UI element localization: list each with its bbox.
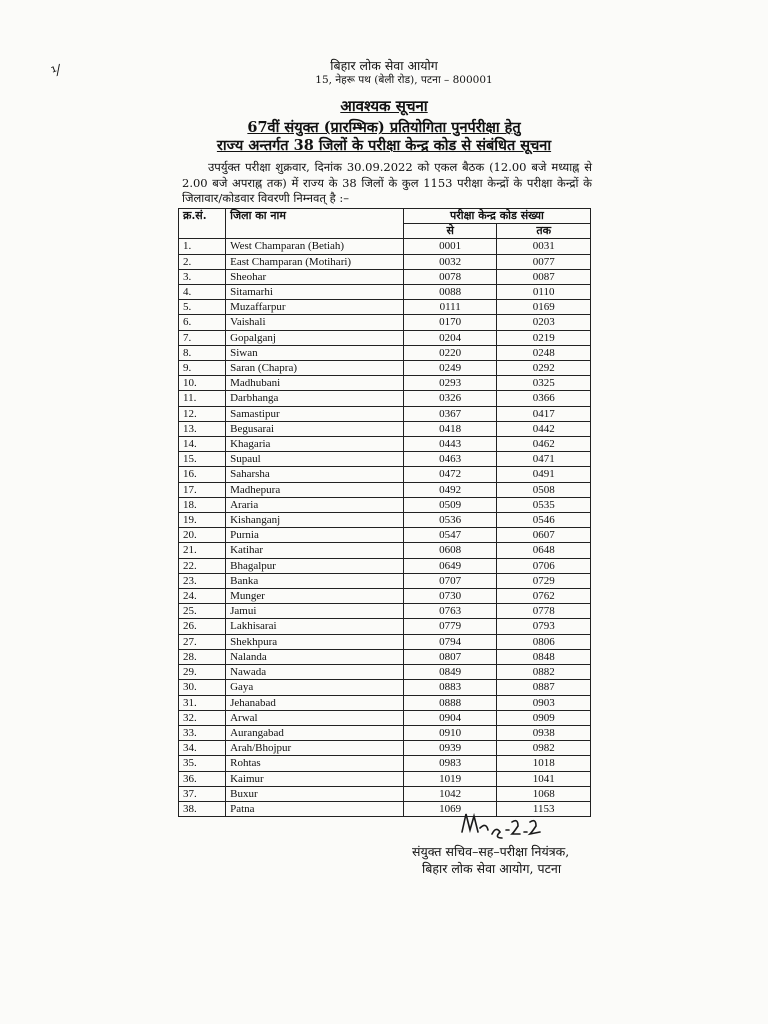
cell-serial-number: 26. bbox=[179, 619, 226, 634]
cell-district-name: Buxur bbox=[226, 786, 404, 801]
cell-code-to: 0806 bbox=[497, 634, 591, 649]
cell-district-name: Khagaria bbox=[226, 437, 404, 452]
table-row bbox=[179, 756, 591, 771]
cell-serial-number: 17. bbox=[179, 482, 226, 497]
signatory-designation: संयुक्त सचिव–सह–परीक्षा नियंत्रक, bbox=[412, 844, 570, 859]
cell-code-from: 0888 bbox=[403, 695, 497, 710]
cell-code-to: 0248 bbox=[497, 345, 591, 360]
table-row bbox=[179, 361, 591, 376]
cell-code-from: 0418 bbox=[403, 421, 497, 436]
cell-district-name: Patna bbox=[226, 801, 404, 816]
cell-code-from: 0220 bbox=[403, 345, 497, 360]
cell-code-to: 0848 bbox=[497, 649, 591, 664]
cell-code-to: 1153 bbox=[497, 801, 591, 816]
table-header-row bbox=[179, 209, 591, 224]
table-row bbox=[179, 786, 591, 801]
cell-code-to: 1041 bbox=[497, 771, 591, 786]
cell-code-from: 0608 bbox=[403, 543, 497, 558]
table-row bbox=[179, 269, 591, 284]
cell-code-from: 0649 bbox=[403, 558, 497, 573]
table-row bbox=[179, 239, 591, 254]
table-row bbox=[179, 391, 591, 406]
cell-district-name: Gaya bbox=[226, 680, 404, 695]
cell-serial-number: 11. bbox=[179, 391, 226, 406]
table-row bbox=[179, 589, 591, 604]
handwritten-signature bbox=[458, 808, 548, 844]
notice-paragraph: उपर्युक्त परीक्षा शुक्रवार, दिनांक 30.09.2022 को एकल बैठक (12.00 बजे मध्याह्न से 2.00 बजे अपराह्न तक) में राज्य के 38 जिलों के कुल 1153 परीक्षा केन्द्रों के परीक्षा केन्द्रों के जिलावार/कोडवार विवरणी निम्नवत् है :– bbox=[182, 160, 592, 205]
cell-code-to: 0938 bbox=[497, 725, 591, 740]
cell-serial-number: 6. bbox=[179, 315, 226, 330]
cell-code-from: 0204 bbox=[403, 330, 497, 345]
table-row bbox=[179, 695, 591, 710]
cell-serial-number: 20. bbox=[179, 528, 226, 543]
exam-center-code-table bbox=[178, 208, 591, 817]
cell-code-from: 0904 bbox=[403, 710, 497, 725]
table-row bbox=[179, 315, 591, 330]
cell-district-name: Sheohar bbox=[226, 269, 404, 284]
table-body bbox=[179, 239, 591, 817]
notice-title: आवश्यक सूचना bbox=[340, 97, 428, 115]
cell-serial-number: 22. bbox=[179, 558, 226, 573]
cell-serial-number: 13. bbox=[179, 421, 226, 436]
cell-district-name: Nalanda bbox=[226, 649, 404, 664]
cell-code-to: 0110 bbox=[497, 285, 591, 300]
cell-district-name: Vaishali bbox=[226, 315, 404, 330]
table-row bbox=[179, 497, 591, 512]
cell-district-name: Banka bbox=[226, 573, 404, 588]
cell-code-from: 0170 bbox=[403, 315, 497, 330]
cell-serial-number: 37. bbox=[179, 786, 226, 801]
cell-code-from: 0032 bbox=[403, 254, 497, 269]
cell-district-name: Lakhisarai bbox=[226, 619, 404, 634]
table-row bbox=[179, 619, 591, 634]
cell-code-to: 0087 bbox=[497, 269, 591, 284]
header-to: तक bbox=[497, 224, 591, 239]
cell-district-name: Shekhpura bbox=[226, 634, 404, 649]
cell-code-from: 0730 bbox=[403, 589, 497, 604]
cell-code-from: 1019 bbox=[403, 771, 497, 786]
cell-code-from: 1042 bbox=[403, 786, 497, 801]
cell-district-name: Kaimur bbox=[226, 771, 404, 786]
cell-serial-number: 5. bbox=[179, 300, 226, 315]
cell-code-to: 0417 bbox=[497, 406, 591, 421]
cell-code-from: 0547 bbox=[403, 528, 497, 543]
cell-serial-number: 30. bbox=[179, 680, 226, 695]
cell-district-name: Araria bbox=[226, 497, 404, 512]
table-row bbox=[179, 376, 591, 391]
cell-code-from: 1069 bbox=[403, 801, 497, 816]
table-row bbox=[179, 771, 591, 786]
cell-code-to: 0762 bbox=[497, 589, 591, 604]
cell-code-to: 0203 bbox=[497, 315, 591, 330]
cell-code-from: 0293 bbox=[403, 376, 497, 391]
cell-code-from: 0763 bbox=[403, 604, 497, 619]
cell-district-name: Purnia bbox=[226, 528, 404, 543]
cell-code-to: 0031 bbox=[497, 239, 591, 254]
table-row bbox=[179, 285, 591, 300]
cell-code-from: 0807 bbox=[403, 649, 497, 664]
cell-serial-number: 33. bbox=[179, 725, 226, 740]
cell-district-name: Sitamarhi bbox=[226, 285, 404, 300]
cell-code-to: 0778 bbox=[497, 604, 591, 619]
cell-serial-number: 10. bbox=[179, 376, 226, 391]
cell-serial-number: 24. bbox=[179, 589, 226, 604]
cell-district-name: Madhubani bbox=[226, 376, 404, 391]
cell-code-from: 0367 bbox=[403, 406, 497, 421]
table-row bbox=[179, 725, 591, 740]
cell-code-from: 0492 bbox=[403, 482, 497, 497]
cell-serial-number: 36. bbox=[179, 771, 226, 786]
table-row bbox=[179, 513, 591, 528]
cell-code-from: 0249 bbox=[403, 361, 497, 376]
cell-code-from: 0509 bbox=[403, 497, 497, 512]
cell-serial-number: 18. bbox=[179, 497, 226, 512]
cell-code-to: 0366 bbox=[497, 391, 591, 406]
table-row bbox=[179, 406, 591, 421]
cell-district-name: Samastipur bbox=[226, 406, 404, 421]
cell-district-name: West Champaran (Betiah) bbox=[226, 239, 404, 254]
cell-code-from: 0463 bbox=[403, 452, 497, 467]
cell-code-from: 0707 bbox=[403, 573, 497, 588]
table-row bbox=[179, 741, 591, 756]
cell-code-from: 0883 bbox=[403, 680, 497, 695]
cell-code-to: 0077 bbox=[497, 254, 591, 269]
cell-code-to: 0508 bbox=[497, 482, 591, 497]
cell-code-to: 0729 bbox=[497, 573, 591, 588]
table-row bbox=[179, 604, 591, 619]
cell-code-to: 0292 bbox=[497, 361, 591, 376]
cell-district-name: Jamui bbox=[226, 604, 404, 619]
cell-code-to: 0706 bbox=[497, 558, 591, 573]
cell-district-name: Katihar bbox=[226, 543, 404, 558]
cell-code-to: 0462 bbox=[497, 437, 591, 452]
table-row bbox=[179, 345, 591, 360]
cell-district-name: Siwan bbox=[226, 345, 404, 360]
cell-district-name: Nawada bbox=[226, 665, 404, 680]
cell-code-to: 0982 bbox=[497, 741, 591, 756]
cell-code-to: 0535 bbox=[497, 497, 591, 512]
cell-serial-number: 27. bbox=[179, 634, 226, 649]
cell-serial-number: 14. bbox=[179, 437, 226, 452]
cell-serial-number: 12. bbox=[179, 406, 226, 421]
table-row bbox=[179, 330, 591, 345]
organization-address: 15, नेहरू पथ (बेली रोड), पटना – 800001 bbox=[315, 74, 493, 86]
table-row bbox=[179, 665, 591, 680]
cell-district-name: Kishanganj bbox=[226, 513, 404, 528]
cell-code-from: 0536 bbox=[403, 513, 497, 528]
cell-serial-number: 1. bbox=[179, 239, 226, 254]
table-row bbox=[179, 680, 591, 695]
cell-district-name: Begusarai bbox=[226, 421, 404, 436]
cell-district-name: Bhagalpur bbox=[226, 558, 404, 573]
cell-district-name: Madhepura bbox=[226, 482, 404, 497]
cell-serial-number: 34. bbox=[179, 741, 226, 756]
cell-code-from: 0472 bbox=[403, 467, 497, 482]
cell-serial-number: 2. bbox=[179, 254, 226, 269]
cell-district-name: Gopalganj bbox=[226, 330, 404, 345]
cell-code-to: 0546 bbox=[497, 513, 591, 528]
cell-code-from: 0910 bbox=[403, 725, 497, 740]
cell-serial-number: 19. bbox=[179, 513, 226, 528]
handwritten-corner-mark: ⅟ bbox=[49, 63, 63, 81]
cell-serial-number: 8. bbox=[179, 345, 226, 360]
cell-code-from: 0939 bbox=[403, 741, 497, 756]
cell-code-to: 0219 bbox=[497, 330, 591, 345]
table-row bbox=[179, 573, 591, 588]
cell-district-name: Saran (Chapra) bbox=[226, 361, 404, 376]
table-row bbox=[179, 467, 591, 482]
cell-serial-number: 25. bbox=[179, 604, 226, 619]
table-row bbox=[179, 300, 591, 315]
cell-serial-number: 35. bbox=[179, 756, 226, 771]
cell-code-to: 0903 bbox=[497, 695, 591, 710]
table-row bbox=[179, 558, 591, 573]
cell-serial-number: 4. bbox=[179, 285, 226, 300]
cell-district-name: Aurangabad bbox=[226, 725, 404, 740]
cell-code-from: 0983 bbox=[403, 756, 497, 771]
table-row bbox=[179, 710, 591, 725]
cell-code-to: 0909 bbox=[497, 710, 591, 725]
table-row bbox=[179, 452, 591, 467]
cell-code-from: 0849 bbox=[403, 665, 497, 680]
cell-serial-number: 21. bbox=[179, 543, 226, 558]
header-center-codes: परीक्षा केन्द्र कोड संख्या bbox=[403, 209, 590, 224]
cell-code-to: 0793 bbox=[497, 619, 591, 634]
cell-code-from: 0443 bbox=[403, 437, 497, 452]
cell-district-name: Saharsha bbox=[226, 467, 404, 482]
cell-district-name: East Champaran (Motihari) bbox=[226, 254, 404, 269]
notice-subtitle-line1: 67वीं संयुक्त (प्रारम्भिक) प्रतियोगिता पुनर्परीक्षा हेतु bbox=[247, 119, 521, 136]
header-district-name: जिला का नाम bbox=[226, 209, 404, 239]
cell-code-to: 0169 bbox=[497, 300, 591, 315]
cell-serial-number: 9. bbox=[179, 361, 226, 376]
signatory-office: बिहार लोक सेवा आयोग, पटना bbox=[422, 861, 562, 876]
cell-district-name: Rohtas bbox=[226, 756, 404, 771]
cell-code-from: 0088 bbox=[403, 285, 497, 300]
cell-district-name: Muzaffarpur bbox=[226, 300, 404, 315]
cell-serial-number: 7. bbox=[179, 330, 226, 345]
table-row bbox=[179, 528, 591, 543]
cell-code-to: 0491 bbox=[497, 467, 591, 482]
cell-district-name: Arah/Bhojpur bbox=[226, 741, 404, 756]
cell-district-name: Jehanabad bbox=[226, 695, 404, 710]
cell-code-to: 0882 bbox=[497, 665, 591, 680]
cell-code-to: 1018 bbox=[497, 756, 591, 771]
cell-code-from: 0078 bbox=[403, 269, 497, 284]
table-row bbox=[179, 543, 591, 558]
cell-code-from: 0779 bbox=[403, 619, 497, 634]
table-row bbox=[179, 482, 591, 497]
cell-serial-number: 15. bbox=[179, 452, 226, 467]
notice-subtitle-line2: राज्य अन्तर्गत 38 जिलों के परीक्षा केन्द्र कोड से संबंधित सूचना bbox=[216, 137, 552, 154]
cell-code-to: 1068 bbox=[497, 786, 591, 801]
table-row bbox=[179, 437, 591, 452]
cell-code-to: 0471 bbox=[497, 452, 591, 467]
cell-district-name: Munger bbox=[226, 589, 404, 604]
cell-code-from: 0794 bbox=[403, 634, 497, 649]
table-row bbox=[179, 634, 591, 649]
table-row bbox=[179, 421, 591, 436]
cell-district-name: Supaul bbox=[226, 452, 404, 467]
header-serial-number: क्र.सं. bbox=[179, 209, 226, 239]
table-row bbox=[179, 254, 591, 269]
cell-serial-number: 28. bbox=[179, 649, 226, 664]
cell-district-name: Arwal bbox=[226, 710, 404, 725]
cell-serial-number: 16. bbox=[179, 467, 226, 482]
cell-code-from: 0111 bbox=[403, 300, 497, 315]
cell-code-from: 0326 bbox=[403, 391, 497, 406]
cell-code-to: 0607 bbox=[497, 528, 591, 543]
cell-code-to: 0648 bbox=[497, 543, 591, 558]
cell-district-name: Darbhanga bbox=[226, 391, 404, 406]
cell-serial-number: 31. bbox=[179, 695, 226, 710]
table-row bbox=[179, 649, 591, 664]
cell-serial-number: 23. bbox=[179, 573, 226, 588]
cell-serial-number: 29. bbox=[179, 665, 226, 680]
cell-code-to: 0442 bbox=[497, 421, 591, 436]
cell-serial-number: 3. bbox=[179, 269, 226, 284]
organization-name: बिहार लोक सेवा आयोग bbox=[330, 58, 438, 73]
cell-code-to: 0325 bbox=[497, 376, 591, 391]
cell-serial-number: 38. bbox=[179, 801, 226, 816]
cell-serial-number: 32. bbox=[179, 710, 226, 725]
header-from: से bbox=[403, 224, 497, 239]
cell-code-to: 0887 bbox=[497, 680, 591, 695]
cell-code-from: 0001 bbox=[403, 239, 497, 254]
